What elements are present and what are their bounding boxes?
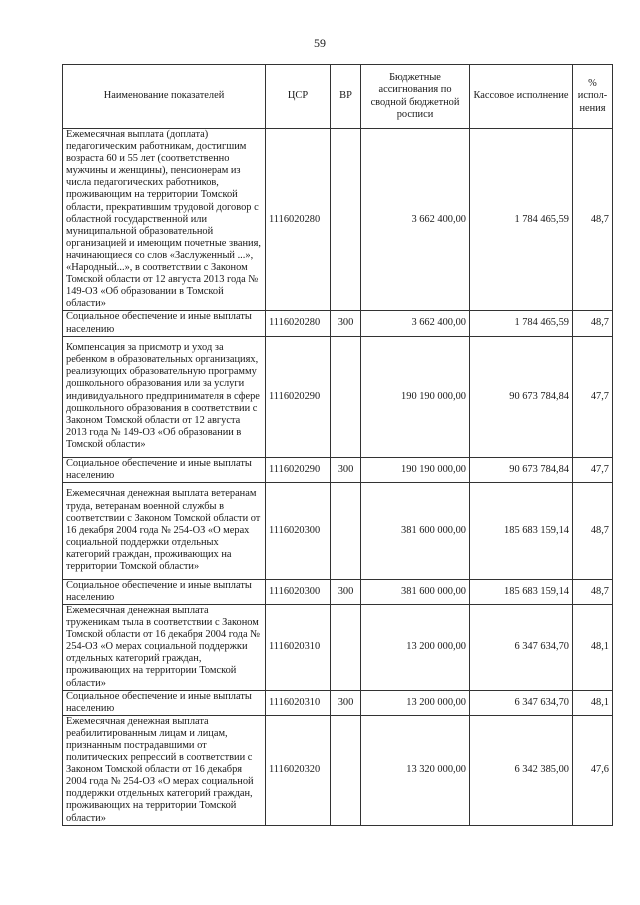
row-budget: 13 200 000,00: [361, 690, 470, 715]
row-csr: 1116020320: [266, 715, 331, 825]
table-row: [63, 482, 613, 579]
row-vr: 300: [331, 690, 361, 715]
row-vr: [331, 715, 361, 825]
row-name: Ежемесячная денежная выплата реабилитированным лицам и лицам, признанным пострадавшими от политических репрессий в соответствии с Законом Томской области от 16 декабря 2004 года № 254-ОЗ «О мерах социальной поддержки отдельных категорий граждан, проживающих на территории Томской области»: [63, 715, 266, 825]
row-name: Социальное обеспечение и иные выплаты населению: [63, 690, 266, 715]
row-pct: 47,6: [573, 715, 613, 825]
header-vr: ВР: [331, 65, 361, 129]
table-header-row: [63, 65, 613, 129]
row-cash: 90 673 784,84: [470, 457, 573, 482]
table-row: [63, 579, 613, 604]
row-csr: 1116020300: [266, 482, 331, 579]
row-budget: 3 662 400,00: [361, 311, 470, 336]
row-budget: 190 190 000,00: [361, 336, 470, 457]
header-name: Наименование показателей: [63, 65, 266, 129]
row-vr: [331, 604, 361, 690]
row-name: Социальное обеспечение и иные выплаты населению: [63, 579, 266, 604]
row-cash: 6 347 634,70: [470, 604, 573, 690]
row-budget: 13 320 000,00: [361, 715, 470, 825]
row-budget: 190 190 000,00: [361, 457, 470, 482]
budget-table: [62, 64, 613, 826]
row-pct: 48,7: [573, 482, 613, 579]
row-name: Социальное обеспечение и иные выплаты населению: [63, 311, 266, 336]
row-vr: [331, 129, 361, 311]
row-cash: 185 683 159,14: [470, 579, 573, 604]
row-pct: 47,7: [573, 336, 613, 457]
row-csr: 1116020290: [266, 336, 331, 457]
row-pct: 48,1: [573, 690, 613, 715]
table-row: [63, 604, 613, 690]
row-vr: 300: [331, 579, 361, 604]
row-cash: 90 673 784,84: [470, 336, 573, 457]
header-csr: ЦСР: [266, 65, 331, 129]
row-pct: 48,1: [573, 604, 613, 690]
row-vr: 300: [331, 311, 361, 336]
row-budget: 13 200 000,00: [361, 604, 470, 690]
row-pct: 48,7: [573, 311, 613, 336]
row-cash: 1 784 465,59: [470, 129, 573, 311]
row-pct: 48,7: [573, 129, 613, 311]
row-name: Социальное обеспечение и иные выплаты населению: [63, 457, 266, 482]
row-cash: 6 347 634,70: [470, 690, 573, 715]
row-budget: 3 662 400,00: [361, 129, 470, 311]
row-name: Ежемесячная выплата (доплата) педагогическим работникам, достигшим возраста 60 и 55 лет (соответственно мужчины и женщины), пенсионерам из числа педагогических работников, проживающим на территории Томской области, прекратившим трудовой договор с областной государственной или муниципальной образовательной организацией и имеющим почетные звания, начинающиеся со слов «Заслуженный ...», «Народный...», в соответствии с Законом Томской области от 12 августа 2013 года № 149-ОЗ «Об образовании в Томской области»: [63, 129, 266, 311]
row-budget: 381 600 000,00: [361, 579, 470, 604]
row-csr: 1116020290: [266, 457, 331, 482]
table-row: [63, 336, 613, 457]
row-pct: 48,7: [573, 579, 613, 604]
row-csr: 1116020280: [266, 311, 331, 336]
row-csr: 1116020310: [266, 690, 331, 715]
row-budget: 381 600 000,00: [361, 482, 470, 579]
row-cash: 1 784 465,59: [470, 311, 573, 336]
row-csr: 1116020280: [266, 129, 331, 311]
table-row: [63, 311, 613, 336]
header-cash: Кассовое исполнение: [470, 65, 573, 129]
row-pct: 47,7: [573, 457, 613, 482]
row-csr: 1116020310: [266, 604, 331, 690]
table-row: [63, 715, 613, 825]
header-pct: % испол-нения: [573, 65, 613, 129]
table-row: [63, 129, 613, 311]
row-cash: 185 683 159,14: [470, 482, 573, 579]
row-vr: [331, 336, 361, 457]
table-row: [63, 690, 613, 715]
header-budget: Бюджетные ассигнования по сводной бюджетной росписи: [361, 65, 470, 129]
row-cash: 6 342 385,00: [470, 715, 573, 825]
row-name: Ежемесячная денежная выплата труженикам тыла в соответствии с Законом Томской области от 16 декабря 2004 года № 254-ОЗ «О мерах социальной поддержки отдельных категорий граждан, проживающих на территории Томской области»: [63, 604, 266, 690]
row-csr: 1116020300: [266, 579, 331, 604]
page-number: 59: [314, 36, 326, 50]
row-name: Ежемесячная денежная выплата ветеранам труда, ветеранам военной службы в соответствии с Законом Томской области от 16 декабря 2004 года № 254-ОЗ «О мерах социальной поддержки отдельных категорий граждан, проживающих на территории Томской области»: [63, 482, 266, 579]
row-vr: 300: [331, 457, 361, 482]
table-row: [63, 457, 613, 482]
row-name: Компенсация за присмотр и уход за ребенком в образовательных организациях, реализующих образовательную программу дошкольного образования или за услуги индивидуального предпринимателя в сфере дошкольного образования в соответствии с Законом Томской области от 12 августа 2013 года № 149-ОЗ «Об образовании в Томской области»: [63, 336, 266, 457]
row-vr: [331, 482, 361, 579]
